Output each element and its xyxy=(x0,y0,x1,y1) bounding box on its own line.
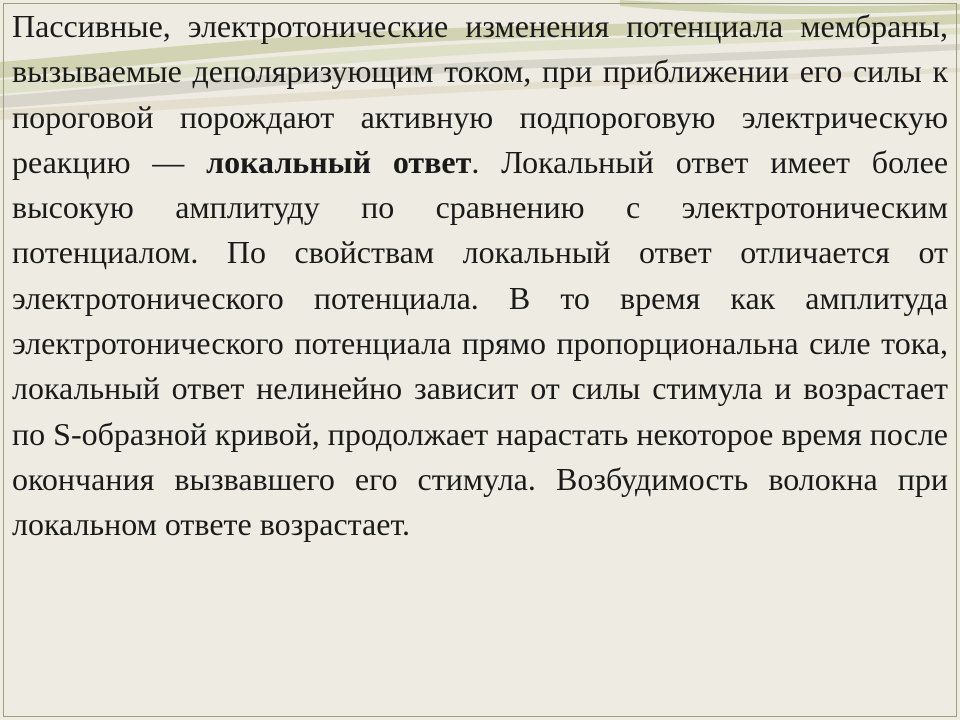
term-local-response: локальный ответ xyxy=(206,143,472,180)
body-text-part-1: Пассивные, электротонические изменения потенциала мембраны, вызываемые деполяризующим током, при приближении его силы к пороговой порождают активную подпороговую электрическую реакцию — xyxy=(12,8,948,180)
slide-body-text xyxy=(12,4,948,548)
body-text-part-2: . Локальный ответ имеет более высокую амплитуду по сравнению с электротоническим потенциалом. По свойствам локальный ответ отличается от электротонического потенциала. В то время как амплитуда электротонического потенциала прямо пропорциональна силе тока, локальный ответ нелинейно зависит от силы стимула и возрастает по S-образной кривой, продолжает нарастать некоторое время после окончания вызвавшего его стимула. Возбудимость волокна при локальном ответе возрастает. xyxy=(12,143,949,543)
